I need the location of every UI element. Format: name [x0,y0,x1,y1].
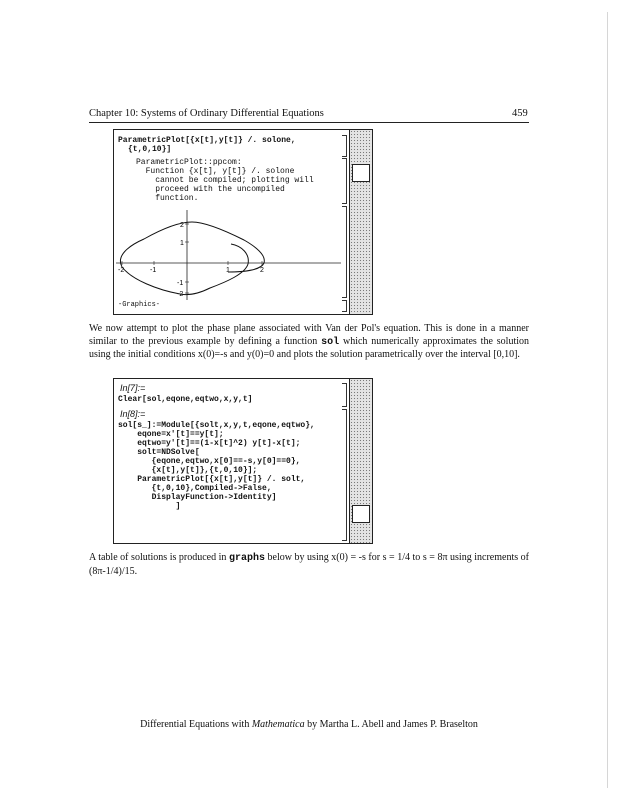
body-paragraph [89,323,529,362]
paragraph-text: which numerically approximates the solution using the initial conditions x(0)=-s and y(0)=0 and plots the solution parametrically over the interval [0,10]. [89,335,529,360]
code-line: {x[t],y[t]},{t,0,10}]; [118,466,258,475]
input-prompt: In[8]:= [120,409,146,419]
y-tick-label: -1 [177,280,184,287]
input-prompt: In[7]:= [120,383,146,393]
code-line: ] [118,502,181,511]
footer-book-title: Mathematica [251,719,305,730]
input-line: ParametricPlot[{x[t],y[t]} /. solone, [118,136,296,145]
x-tick-label: 1 [226,267,230,274]
footer-text: Differential Equations with [140,719,252,730]
phase-plot [114,206,342,301]
limit-cycle-curve [120,222,264,295]
cell-bracket[interactable] [342,135,347,157]
paragraph-text: below by using x(0) = -s for s = 1/4 to s = 8π using increments of (8π-1/4)/15. [89,552,529,577]
paragraph-text: A table of solutions is produced in [89,552,229,563]
notebook-cell-plot [113,129,373,315]
code-line: DisplayFunction->Identity] [118,493,277,502]
scrollbar-thumb[interactable] [352,505,370,523]
message-line: Function {x[t], y[t]} /. solone [136,167,295,176]
message-block [136,158,314,203]
x-tick-label: -2 [118,267,125,274]
code-line: eqtwo=y'[t]==(1-x[t]^2) y[t]-x[t]; [118,439,301,448]
graphics-output-label: -Graphics- [118,301,161,309]
code-line: {eqone,eqtwo,x[0]==-s,y[0]==0}, [118,457,301,466]
scrollbar[interactable] [349,379,372,543]
body-paragraph [89,552,529,578]
page-footer [0,719,618,730]
scrollbar[interactable] [349,130,372,314]
paragraph-text: We now attempt to plot the phase plane associated with Van der Pol's equation. This is done in a manner similar to the previous example by defining a function [89,323,529,347]
x-tick-label: -1 [150,267,157,274]
notebook-cell-code [113,378,373,544]
y-tick-label: 1 [180,240,184,247]
cell-bracket[interactable] [342,383,347,407]
code-line: {t,0,10},Compiled->False, [118,484,272,493]
chapter-header: Chapter 10: Systems of Ordinary Differential Equations [89,108,324,119]
x-tick-label: 2 [260,267,264,274]
message-line: ParametricPlot::ppcom: [136,158,242,167]
cell-bracket[interactable] [342,158,347,204]
cell-bracket[interactable] [342,409,347,541]
page-edge-line [607,12,608,788]
cell-content [114,379,348,543]
footer-text: by Martha L. Abell and James P. Braselton [304,719,478,730]
code-line: solt=NDSolve[ [118,448,200,457]
inline-code: graphs [228,553,265,564]
message-line: cannot be compiled; plotting will [136,176,314,185]
cell-content [114,130,348,314]
code-block[interactable] [118,421,315,511]
cell-bracket[interactable] [342,300,347,312]
y-tick-label: -2 [177,291,184,298]
input-line: {t,0,10}] [128,145,172,154]
input-line[interactable]: Clear[sol,eqone,eqtwo,x,y,t] [118,395,253,404]
message-line: function. [136,194,199,203]
header-rule [89,122,529,123]
page-number: 459 [512,108,528,119]
message-line: proceed with the uncompiled [136,185,285,194]
scrollbar-thumb[interactable] [352,164,370,182]
cell-bracket[interactable] [342,206,347,298]
y-tick-label: 2 [180,222,184,229]
code-line: eqone=x'[t]==y[t]; [118,430,224,439]
code-line: ParametricPlot[{x[t],y[t]} /. solt, [118,475,306,484]
inline-code: sol [321,336,340,348]
code-line: sol[s_]:=Module[{solt,x,y,t,eqone,eqtwo}, [118,421,315,430]
